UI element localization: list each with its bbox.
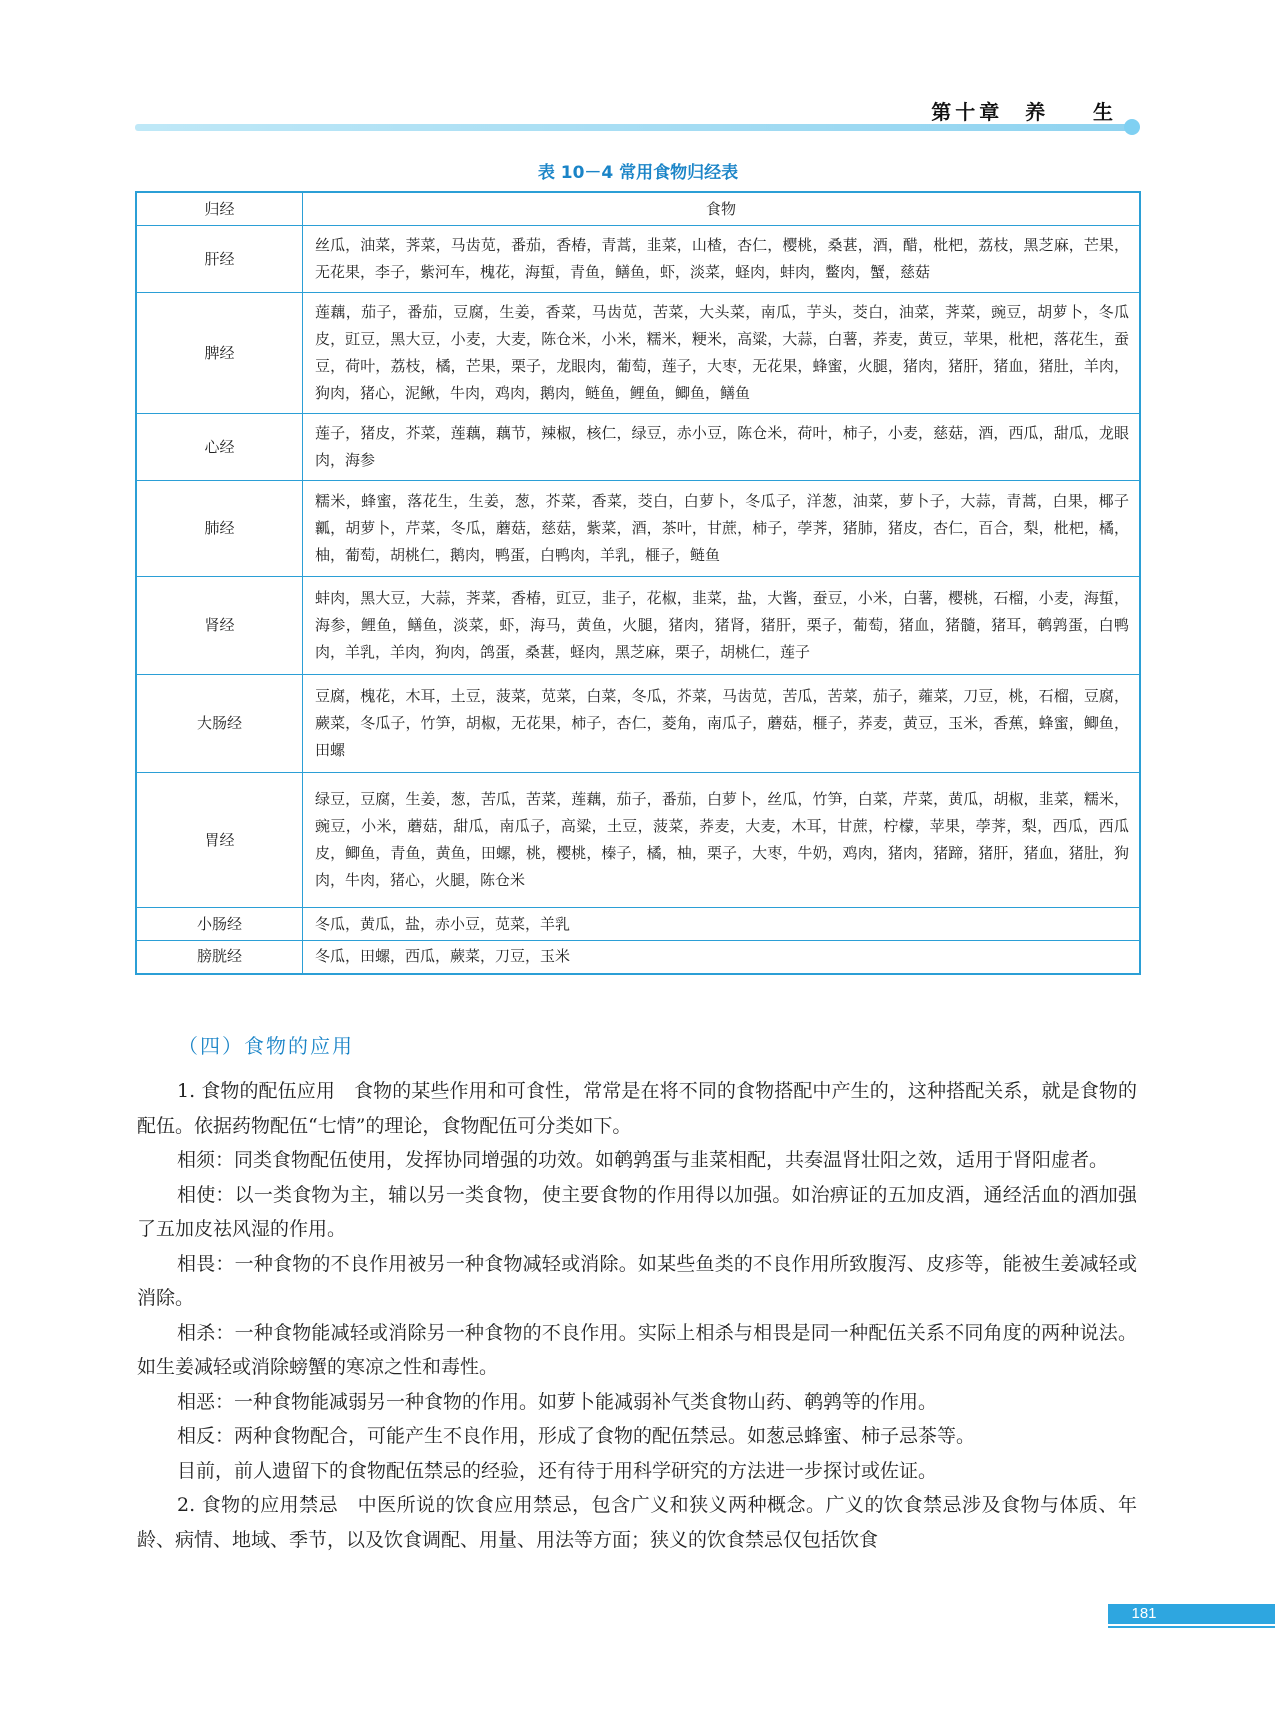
paragraph: 相反：两种食物配合，可能产生不良作用，形成了食物的配伍禁忌。如葱忌蜂蜜、柿子忌茶等。 <box>177 1425 976 1447</box>
table-row <box>136 293 1140 414</box>
header-rule <box>135 124 1132 131</box>
paragraph: 目前，前人遗留下的食物配伍禁忌的经验，还有待于用科学研究的方法进一步探讨或佐证。 <box>177 1459 938 1482</box>
meridian-cell: 小肠经 <box>136 908 303 941</box>
foods-cell: 糯米，蜂蜜，落花生，生姜，葱，芥菜，香菜，茭白，白萝卜，冬瓜子，洋葱，油菜，萝卜子，大蒜，青蒿，白果，椰子瓤，胡萝卜，芹菜，冬瓜，蘑菇，慈菇，紫菜，酒，茶叶，甘蔗，柿子，荸荠，猪肺，猪皮，杏仁，百合，梨，枇杷，橘，柚，葡萄，胡桃仁，鹅肉，鸭蛋，白鸭肉，羊乳，榧子，鲢鱼 <box>303 481 1141 577</box>
section-heading: （四）食物的应用 <box>178 1034 354 1058</box>
paragraph: 相畏：一种食物的不良作用被另一种食物减轻或消除。如某些鱼类的不良作用所致腹泻、皮疹等，能被生姜减轻或消除。 <box>137 1252 1137 1309</box>
paragraph: 相杀：一种食物能减轻或消除另一种食物的不良作用。实际上相杀与相畏是同一种配伍关系不同角度的两种说法。如生姜减轻或消除螃蟹的寒凉之性和毒性。 <box>137 1321 1137 1378</box>
column-header-foods: 食物 <box>303 192 1141 226</box>
page-number-underline <box>1108 1626 1275 1628</box>
meridian-cell: 胃经 <box>136 773 303 908</box>
foods-cell: 冬瓜，黄瓜，盐，赤小豆，苋菜，羊乳 <box>303 908 1141 941</box>
meridian-cell: 大肠经 <box>136 675 303 773</box>
table-row <box>136 226 1140 293</box>
body-text <box>137 1074 1137 1557</box>
table-header-row <box>136 192 1140 226</box>
chapter-title: 第十章 养 生 <box>931 100 1117 124</box>
meridian-cell: 肝经 <box>136 226 303 293</box>
meridian-cell: 肾经 <box>136 577 303 675</box>
foods-cell: 豆腐，槐花，木耳，土豆，菠菜，苋菜，白菜，冬瓜，芥菜，马齿苋，苦瓜，苦菜，茄子，蕹菜，刀豆，桃，石榴，豆腐，蕨菜，冬瓜子，竹笋，胡椒，无花果，柿子，杏仁，菱角，南瓜子，蘑菇，榧子，荞麦，黄豆，玉米，香蕉，蜂蜜，鲫鱼，田螺 <box>303 675 1141 773</box>
meridian-cell: 膀胱经 <box>136 941 303 974</box>
foods-cell: 莲子，猪皮，芥菜，莲藕，藕节，辣椒，核仁，绿豆，赤小豆，陈仓米，荷叶，柿子，小麦，慈菇，酒，西瓜，甜瓜，龙眼肉，海参 <box>303 414 1141 481</box>
meridian-cell: 心经 <box>136 414 303 481</box>
paragraph: 相须：同类食物配伍使用，发挥协同增强的功效。如鹌鹑蛋与韭菜相配，共奏温肾壮阳之效，适用于肾阳虚者。 <box>177 1149 1109 1171</box>
header-dot <box>1124 119 1140 135</box>
food-meridian-table <box>135 191 1141 975</box>
paragraph: 相使：以一类食物为主，辅以另一类食物，使主要食物的作用得以加强。如治痹证的五加皮酒，通经活血的酒加强了五加皮祛风湿的作用。 <box>137 1183 1137 1240</box>
foods-cell: 冬瓜，田螺，西瓜，蕨菜，刀豆，玉米 <box>303 941 1141 974</box>
meridian-cell: 脾经 <box>136 293 303 414</box>
table-row <box>136 414 1140 481</box>
foods-cell: 蚌肉，黑大豆，大蒜，荠菜，香椿，豇豆，韭子，花椒，韭菜，盐，大酱，蚕豆，小米，白薯，樱桃，石榴，小麦，海蜇，海参，鲤鱼，鳝鱼，淡菜，虾，海马，黄鱼，火腿，猪肉，猪肾，猪肝，栗子，葡萄，猪血，猪髓，猪耳，鹌鹑蛋，白鸭肉，羊乳，羊肉，狗肉，鸽蛋，桑葚，蛏肉，黑芝麻，栗子，胡桃仁，莲子 <box>303 577 1141 675</box>
paragraph: 相恶：一种食物能减弱另一种食物的作用。如萝卜能减弱补气类食物山药、鹌鹑等的作用。 <box>177 1390 938 1413</box>
table-row <box>136 481 1140 577</box>
table-row <box>136 941 1140 974</box>
foods-cell: 绿豆，豆腐，生姜，葱，苦瓜，苦菜，莲藕，茄子，番茄，白萝卜，丝瓜，竹笋，白菜，芹菜，黄瓜，胡椒，韭菜，糯米，豌豆，小米，蘑菇，甜瓜，南瓜子，高粱，土豆，菠菜，荞麦，大麦，木耳，甘蔗，柠檬，苹果，荸荠，梨，西瓜，西瓜皮，鲫鱼，青鱼，黄鱼，田螺，桃，樱桃，榛子，橘，柚，栗子，大枣，牛奶，鸡肉，猪肉，猪蹄，猪肝，猪血，猪肚，狗肉，牛肉，猪心，火腿，陈仓米 <box>303 773 1141 908</box>
table-row <box>136 908 1140 941</box>
table-row <box>136 773 1140 908</box>
foods-cell: 丝瓜，油菜，荠菜，马齿苋，番茄，香椿，青蒿，韭菜，山楂，杏仁，樱桃，桑葚，酒，醋，枇杷，荔枝，黑芝麻，芒果，无花果，李子，紫河车，槐花，海蜇，青鱼，鳝鱼，虾，淡菜，蛏肉，蚌肉，鳖肉，蟹，慈菇 <box>303 226 1141 293</box>
foods-cell: 莲藕，茄子，番茄，豆腐，生姜，香菜，马齿苋，苦菜，大头菜，南瓜，芋头，茭白，油菜，荠菜，豌豆，胡萝卜，冬瓜皮，豇豆，黑大豆，小麦，大麦，陈仓米，小米，糯米，粳米，高粱，大蒜，白薯，荞麦，黄豆，苹果，枇杷，落花生，蚕豆，荷叶，荔枝，橘，芒果，栗子，龙眼肉，葡萄，莲子，大枣，无花果，蜂蜜，火腿，猪肉，猪肝，猪血，猪肚，羊肉，狗肉，猪心，泥鳅，牛肉，鸡肉，鹅肉，鲢鱼，鲤鱼，鲫鱼，鳝鱼 <box>303 293 1141 414</box>
column-header-meridian: 归经 <box>136 192 303 226</box>
meridian-cell: 肺经 <box>136 481 303 577</box>
paragraph: 1. 食物的配伍应用 食物的某些作用和可食性，常常是在将不同的食物搭配中产生的，这种搭配关系，就是食物的配伍。依据药物配伍“七情”的理论，食物配伍可分类如下。 <box>137 1080 1137 1137</box>
page-number: 181 <box>1131 1605 1157 1622</box>
table-row <box>136 577 1140 675</box>
table-row <box>136 675 1140 773</box>
table-caption: 表 10－4 常用食物归经表 <box>537 163 739 183</box>
paragraph: 2. 食物的应用禁忌 中医所说的饮食应用禁忌，包含广义和狭义两种概念。广义的饮食禁忌涉及食物与体质、年龄、病情、地域、季节，以及饮食调配、用量、用法等方面；狭义的饮食禁忌仅包括饮食 <box>137 1494 1137 1551</box>
